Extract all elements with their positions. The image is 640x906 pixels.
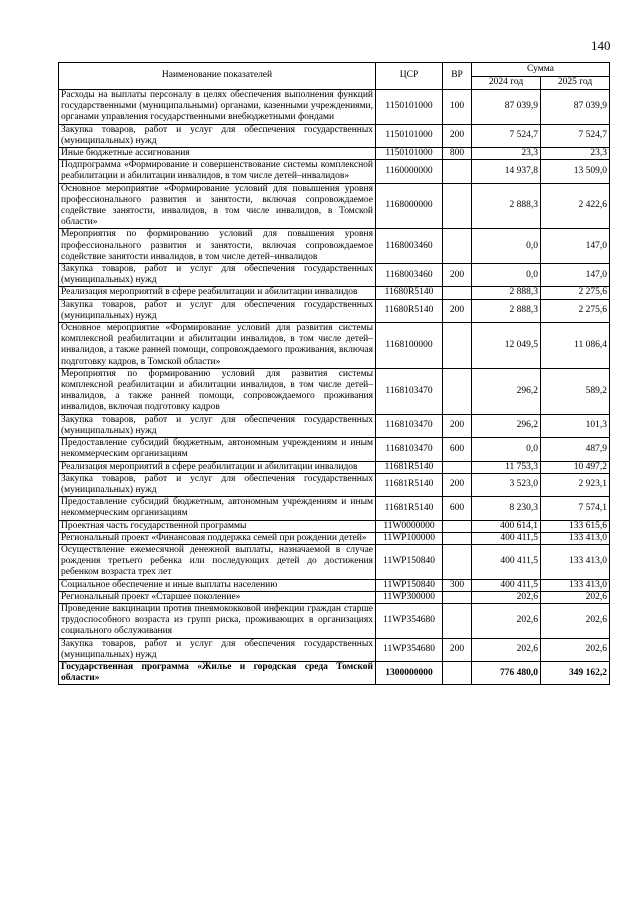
row-sum-2025: 133 615,6 [541,520,610,532]
row-code: 1168000000 [376,183,443,229]
table-row [59,544,610,579]
row-code: 11W0000000 [376,520,443,532]
table-row [59,183,610,229]
row-sum-2025: 202,6 [541,591,610,603]
budget-table [58,62,610,685]
row-sum-2025: 349 162,2 [541,661,610,684]
table-row [59,124,610,147]
row-sum-2024: 8 230,3 [472,497,541,520]
row-name: Региональный проект «Финансовая поддержка семей при рождении детей» [59,532,376,544]
table-row [59,661,610,684]
row-vr: 200 [443,299,472,322]
row-sum-2025: 7 574,1 [541,497,610,520]
row-sum-2024: 776 480,0 [472,661,541,684]
row-sum-2025: 10 497,2 [541,461,610,473]
row-name: Государственная программа «Жилье и городская среда Томской области» [59,661,376,684]
row-sum-2024: 400 411,5 [472,532,541,544]
row-code: 11680R5140 [376,299,443,322]
header-sum: Сумма [472,63,610,77]
row-vr [443,461,472,473]
row-code: 11680R5140 [376,287,443,299]
row-vr: 600 [443,497,472,520]
row-sum-2024: 7 524,7 [472,124,541,147]
row-sum-2024: 202,6 [472,638,541,661]
table-row [59,90,610,125]
table-row [59,229,610,264]
row-name: Осуществление ежемесячной денежной выплаты, назначаемой в случае рождения третьего ребенка или последующих детей до достижения ребенком возраста трех лет [59,544,376,579]
table-row [59,323,610,369]
table-row [59,473,610,496]
row-name: Иные бюджетные ассигнования [59,148,376,160]
row-vr: 100 [443,90,472,125]
row-name: Региональный проект «Старшее поколение» [59,591,376,603]
row-code: 1168003460 [376,229,443,264]
table-row [59,438,610,461]
table-row [59,287,610,299]
row-sum-2024: 400 411,5 [472,579,541,591]
row-sum-2024: 202,6 [472,603,541,638]
row-code: 11WP100000 [376,532,443,544]
row-name: Подпрограмма «Формирование и совершенствование системы комплексной реабилитации и абилитации инвалидов, в том числе детей–инвалидов» [59,160,376,183]
row-code: 11681R5140 [376,461,443,473]
row-name: Основное мероприятие «Формирование условий для повышения уровня профессионального развития и занятости, включая сопровождаемое содействие занятости, инвалидов, в том числе инвалидов, в Томской области» [59,183,376,229]
table-row [59,591,610,603]
row-sum-2024: 400 614,1 [472,520,541,532]
row-name: Закупка товаров, работ и услуг для обеспечения государственных (муниципальных) нужд [59,264,376,287]
table-row [59,603,610,638]
row-code: 1150101000 [376,124,443,147]
row-name: Проведение вакцинации против пневмококковой инфекции граждан старше трудоспособного возраста из групп риска, проживающих в организациях социального обслуживания [59,603,376,638]
row-vr [443,183,472,229]
row-code: 11681R5140 [376,473,443,496]
row-vr [443,160,472,183]
row-sum-2025: 147,0 [541,264,610,287]
row-code: 1168103470 [376,368,443,414]
row-code: 11WP354680 [376,603,443,638]
row-sum-2024: 11 753,3 [472,461,541,473]
row-name: Мероприятия по формированию условий для повышения уровня профессионального развития и занятости, включая сопровождаемое содействие занятости инвалидов, в том числе детей–инвалидов [59,229,376,264]
row-sum-2024: 296,2 [472,414,541,437]
row-vr [443,661,472,684]
row-sum-2025: 23,3 [541,148,610,160]
row-sum-2024: 3 523,0 [472,473,541,496]
row-vr [443,544,472,579]
header-vr: ВР [443,63,472,90]
row-vr [443,520,472,532]
table-row [59,520,610,532]
row-code: 1168100000 [376,323,443,369]
row-sum-2025: 202,6 [541,603,610,638]
row-sum-2025: 147,0 [541,229,610,264]
row-sum-2024: 87 039,9 [472,90,541,125]
row-sum-2024: 0,0 [472,264,541,287]
row-vr: 200 [443,124,472,147]
row-sum-2025: 2 422,6 [541,183,610,229]
row-vr: 200 [443,473,472,496]
row-sum-2025: 7 524,7 [541,124,610,147]
row-sum-2024: 2 888,3 [472,299,541,322]
row-sum-2025: 133 413,0 [541,579,610,591]
table-row [59,532,610,544]
table-row [59,160,610,183]
row-vr: 800 [443,148,472,160]
row-name: Закупка товаров, работ и услуг для обеспечения государственных (муниципальных) нужд [59,414,376,437]
row-sum-2025: 11 086,4 [541,323,610,369]
row-code: 11681R5140 [376,497,443,520]
row-code: 1168103470 [376,438,443,461]
row-code: 1168103470 [376,414,443,437]
row-name: Основное мероприятие «Формирование условий для развития системы комплексной реабилитации и абилитации инвалидов, в том числе детей–инвалидов, а также ранней помощи, сопровождаемого проживания, включая подготовку кадров, в Томской области» [59,323,376,369]
row-vr [443,229,472,264]
row-name: Предоставление субсидий бюджетным, автономным учреждениям и иным некоммерческим организациям [59,438,376,461]
row-name: Закупка товаров, работ и услуг для обеспечения государственных (муниципальных) нужд [59,299,376,322]
row-sum-2024: 400 411,5 [472,544,541,579]
row-code: 11WP354680 [376,638,443,661]
row-name: Реализация мероприятий в сфере реабилитации и абилитации инвалидов [59,287,376,299]
table-row [59,579,610,591]
row-vr [443,532,472,544]
row-sum-2024: 14 937,8 [472,160,541,183]
row-sum-2025: 2 275,6 [541,287,610,299]
table-row [59,497,610,520]
row-sum-2024: 12 049,5 [472,323,541,369]
row-name: Социальное обеспечение и иные выплаты населению [59,579,376,591]
row-name: Закупка товаров, работ и услуг для обеспечения государственных (муниципальных) нужд [59,473,376,496]
row-name: Закупка товаров, работ и услуг для обеспечения государственных (муниципальных) нужд [59,124,376,147]
table-row [59,461,610,473]
row-vr: 600 [443,438,472,461]
row-vr: 200 [443,414,472,437]
row-code: 1300000000 [376,661,443,684]
header-year-2025: 2025 год [541,76,610,90]
row-sum-2024: 2 888,3 [472,183,541,229]
row-sum-2025: 133 413,0 [541,544,610,579]
row-sum-2025: 2 923,1 [541,473,610,496]
header-code: ЦСР [376,63,443,90]
row-sum-2024: 296,2 [472,368,541,414]
row-sum-2024: 23,3 [472,148,541,160]
row-vr [443,287,472,299]
row-code: 11WP300000 [376,591,443,603]
table-row [59,414,610,437]
page-number: 140 [591,38,611,53]
table-row [59,368,610,414]
table-row [59,264,610,287]
row-sum-2024: 2 888,3 [472,287,541,299]
row-sum-2025: 101,3 [541,414,610,437]
row-sum-2025: 487,9 [541,438,610,461]
row-sum-2025: 87 039,9 [541,90,610,125]
table-body [59,90,610,685]
row-name: Проектная часть государственной программы [59,520,376,532]
row-code: 11WP150840 [376,579,443,591]
row-name: Предоставление субсидий бюджетным, автономным учреждениям и иным некоммерческим организациям [59,497,376,520]
row-vr: 200 [443,638,472,661]
row-sum-2025: 133 413,0 [541,532,610,544]
row-sum-2025: 202,6 [541,638,610,661]
table-row [59,299,610,322]
row-vr [443,603,472,638]
header-year-2024: 2024 год [472,76,541,90]
row-sum-2025: 13 509,0 [541,160,610,183]
row-sum-2025: 2 275,6 [541,299,610,322]
row-name: Закупка товаров, работ и услуг для обеспечения государственных (муниципальных) нужд [59,638,376,661]
row-code: 1150101000 [376,90,443,125]
row-name: Мероприятия по формированию условий для развития системы комплексной реабилитации и абилитации инвалидов, в том числе детей–инвалидов, а также ранней помощи, сопровождаемого проживания инвалидов, включая подготовку кадров [59,368,376,414]
row-sum-2024: 0,0 [472,438,541,461]
row-code: 11WP150840 [376,544,443,579]
row-sum-2025: 589,2 [541,368,610,414]
row-sum-2024: 0,0 [472,229,541,264]
row-sum-2024: 202,6 [472,591,541,603]
row-vr [443,591,472,603]
row-vr [443,323,472,369]
row-vr [443,368,472,414]
row-code: 1150101000 [376,148,443,160]
header-name: Наименование показателей [59,63,376,90]
row-vr: 200 [443,264,472,287]
row-code: 1168003460 [376,264,443,287]
row-name: Расходы на выплаты персоналу в целях обеспечения выполнения функций государственными (муниципальными) органами, казенными учреждениями, органами управления государственными внебюджетными фондами [59,90,376,125]
table-row [59,638,610,661]
row-code: 1160000000 [376,160,443,183]
row-vr: 300 [443,579,472,591]
table-row [59,148,610,160]
row-name: Реализация мероприятий в сфере реабилитации и абилитации инвалидов [59,461,376,473]
